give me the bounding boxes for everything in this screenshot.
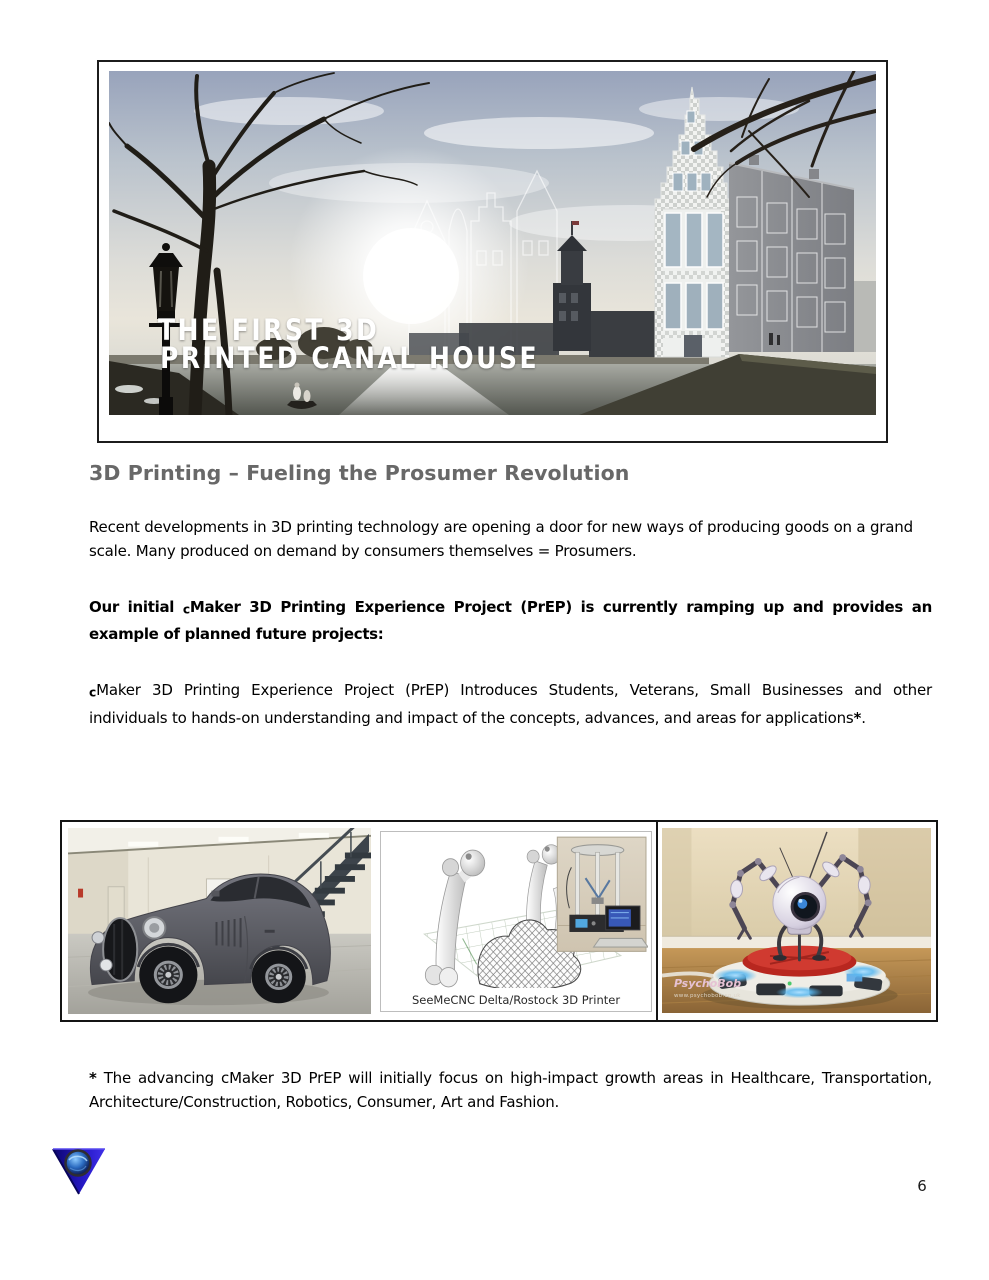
body-text: Maker 3D Printing Experience Project (PrEP) Introduces Students, Veterans, Small Businesses and other individuals to hands-on understanding and impact of the concepts, advances, and areas for applications (89, 681, 932, 727)
printed-car-illustration (68, 828, 371, 1014)
footnote-text: The advancing cMaker 3D PrEP will initially focus on high-impact growth areas in Healthcare, Transportation, Architecture/Construction, Robotics, Consumer, Art and Fashion. (89, 1069, 932, 1111)
photo-caption: SeeMeCNC Delta/Rostock 3D Printer (411, 993, 621, 1007)
watermark-url: www.psychobob.co.uk (674, 993, 741, 999)
lead-paragraph (89, 595, 932, 647)
body-asterisk: * (853, 708, 862, 727)
gray-building (729, 155, 854, 352)
company-logo (50, 1144, 108, 1198)
triangle-globe-icon (50, 1144, 108, 1198)
hero-title-line2: PRINTED CANAL HOUSE (160, 340, 540, 376)
bone-printer-frame (380, 831, 652, 1012)
footnote-asterisk: * (89, 1069, 97, 1087)
car-photo (62, 822, 376, 1020)
footnote-paragraph (89, 1067, 932, 1114)
body-sub-c: c (89, 685, 97, 700)
delta-printer-inset (557, 837, 648, 951)
hero-figure (97, 60, 888, 443)
lead-sub-c: c (182, 602, 190, 617)
photo-watermark (674, 978, 741, 1002)
hero-title-line1: THE FIRST 3D (158, 312, 380, 348)
intro-text: Recent developments in 3D printing technology are opening a door for new ways of producing goods on a grand scale. Many produced on demand by consumers themselves = Prosumers. (89, 518, 913, 560)
canal-house-photo (109, 71, 876, 415)
watermark-name: PsychoBob (674, 977, 742, 990)
bone-printer-illustration (384, 835, 648, 988)
gallery-strip (60, 820, 938, 1022)
page-number: 6 (917, 1177, 927, 1195)
lead-prefix: Our initial (89, 598, 183, 616)
robot-photo (656, 822, 936, 1020)
bone-printer-photo (376, 822, 656, 1020)
body-period: . (861, 708, 866, 727)
lead-rest: Maker 3D Printing Experience Project (PrEP) is currently ramping up and provides an example of planned future projects: (89, 598, 932, 644)
section-heading: 3D Printing – Fueling the Prosumer Revolution (89, 461, 630, 485)
intro-paragraph (89, 516, 932, 563)
body-paragraph (89, 678, 932, 731)
